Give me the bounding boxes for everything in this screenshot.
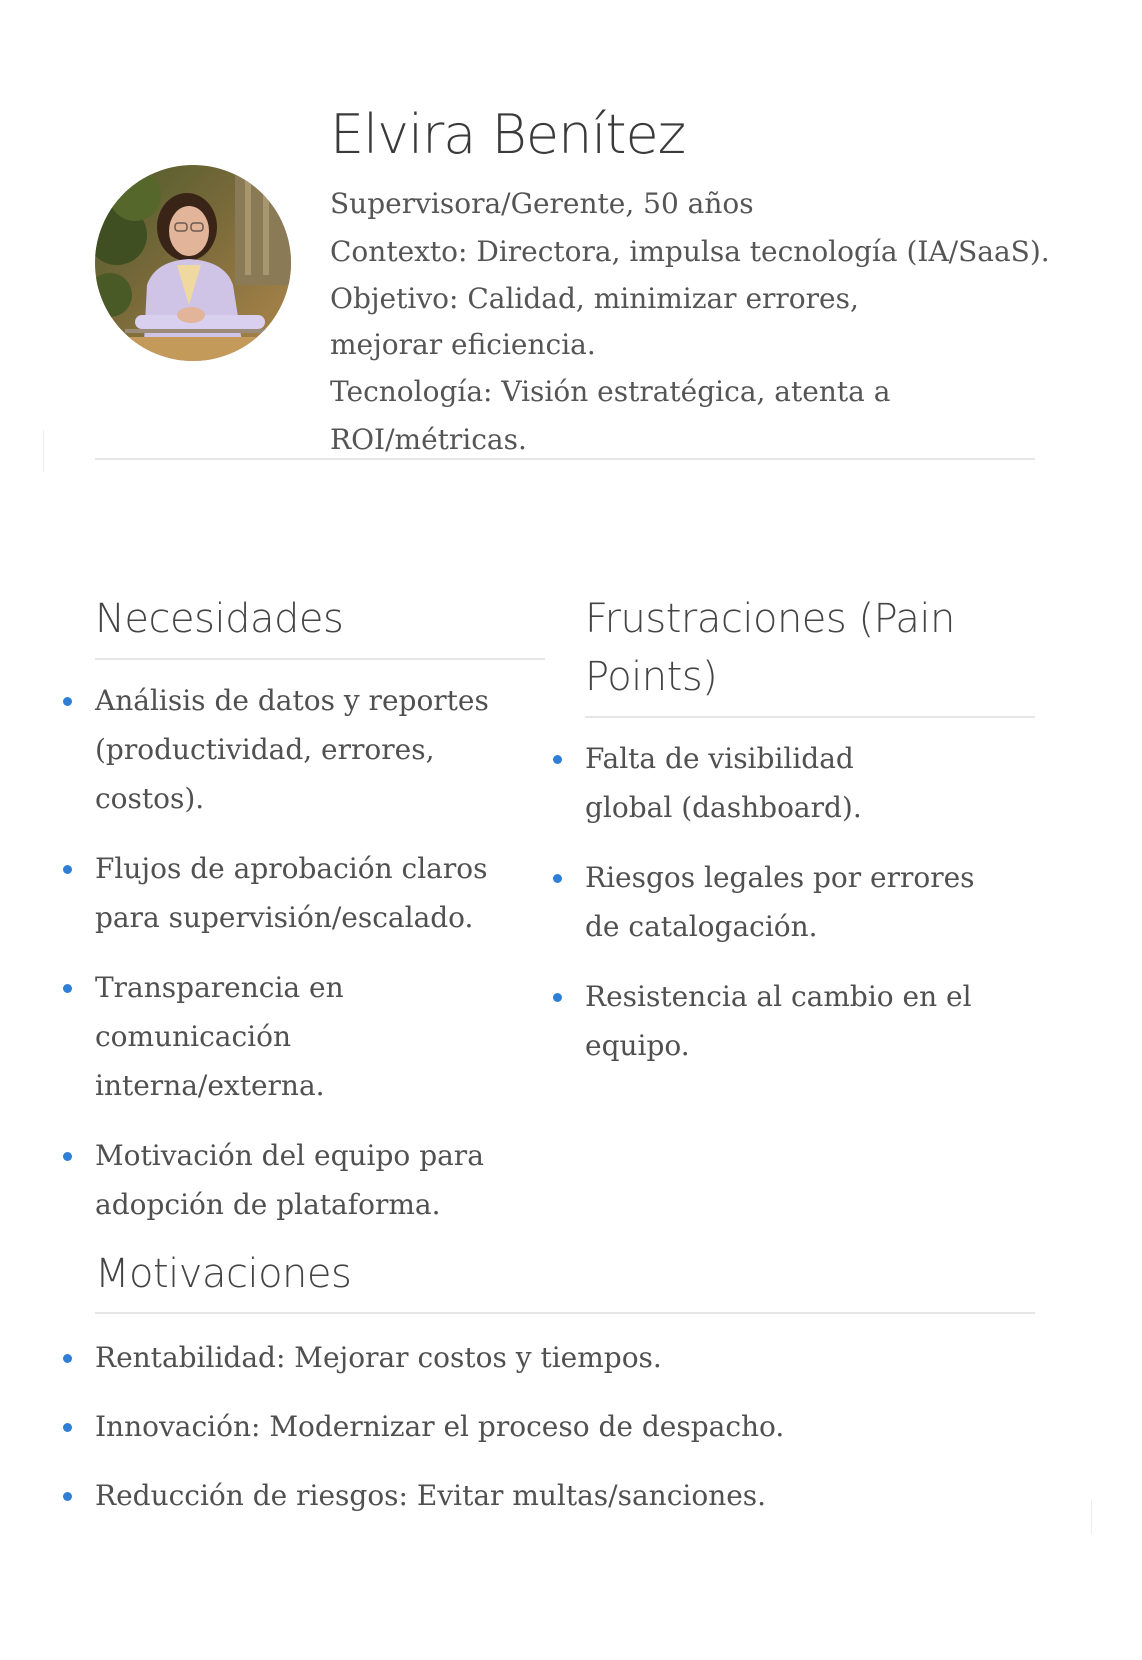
list-item: Falta de visibilidad global (dashboard). [585,734,925,832]
needs-list [95,676,525,1250]
list-item: Transparencia en comunicación interna/externa. [95,963,525,1110]
persona-context: Contexto: Directora, impulsa tecnología (IA/SaaS). [330,235,1050,268]
list-item: Reducción de riesgos: Evitar multas/sanciones. [95,1471,1035,1520]
bullet-icon [553,993,562,1002]
bullet-icon [63,984,72,993]
bullet-icon [63,865,72,874]
list-item: Resistencia al cambio en el equipo. [585,972,1035,1070]
bullet-icon [63,1423,72,1432]
list-item: Motivación del equipo para adopción de plataforma. [95,1131,525,1229]
bullet-icon [63,1152,72,1161]
margin-mark [43,430,44,472]
list-item: Análisis de datos y reportes (productividad, errores, costos). [95,676,525,823]
bullet-icon [63,1354,72,1363]
persona-subtitle: Supervisora/Gerente, 50 años [330,187,754,220]
persona-technology: Tecnología: Visión estratégica, atenta a ROI/métricas. [330,375,891,456]
bullet-icon [553,755,562,764]
header-divider [95,458,1035,460]
persona-photo-icon [95,165,291,361]
persona-objective: Objetivo: Calidad, minimizar errores, mejorar eficiencia. [330,282,859,361]
list-item: Innovación: Modernizar el proceso de despacho. [95,1402,1035,1451]
needs-title: Necesidades [95,596,344,642]
needs-divider [95,658,545,660]
frustrations-title: Frustraciones (Pain Points) [585,596,955,700]
motivations-divider [95,1312,1035,1314]
motivations-title: Motivaciones [95,1251,352,1297]
list-item: Riesgos legales por errores de catalogación. [585,853,985,951]
list-item: Flujos de aprobación claros para supervisión/escalado. [95,844,525,942]
avatar [95,165,291,361]
margin-mark [1091,1500,1092,1534]
bullet-icon [63,1492,72,1501]
persona-info [330,180,1050,464]
motivations-list [95,1333,1035,1540]
bullet-icon [553,874,562,883]
frustrations-divider [585,716,1035,718]
list-item: Rentabilidad: Mejorar costos y tiempos. [95,1333,1035,1382]
frustrations-list [585,734,1035,1091]
bullet-icon [63,697,72,706]
persona-name: Elvira Benítez [330,103,686,166]
